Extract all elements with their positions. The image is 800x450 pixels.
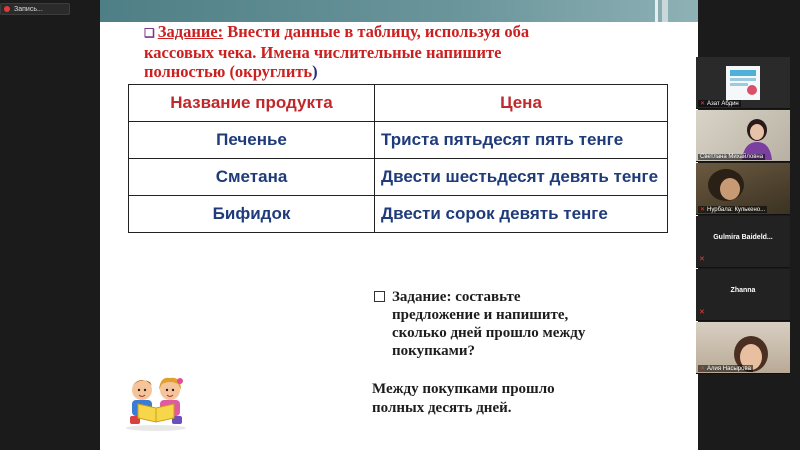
- participant-name: Алия Насырова: [707, 366, 751, 372]
- slide-header-bar: [100, 0, 698, 22]
- product-name: Сметана: [129, 159, 375, 196]
- product-name: Печенье: [129, 122, 375, 159]
- children-reading-illustration: [120, 372, 192, 432]
- task-1-label: Задание:: [157, 22, 224, 41]
- slide-bar-accent: [662, 0, 668, 22]
- checkbox-bullet-icon: [374, 291, 385, 302]
- task-1-line3: полностью (округлить: [144, 62, 313, 81]
- product-price: Триста пятьдесят пять тенге: [375, 122, 668, 159]
- task-1-line2: кассовых чека. Имена числительные напишите: [144, 43, 502, 62]
- slide-bar-stripe: [655, 0, 658, 22]
- participant-name-label: [698, 154, 765, 160]
- participant-tile[interactable]: [696, 163, 790, 215]
- price-table: [128, 84, 668, 233]
- table-header-row: [129, 85, 668, 122]
- recording-label: Запись...: [14, 5, 43, 13]
- participant-name: Азат Абдин: [707, 101, 739, 107]
- participant-name: Светлана Михайловна: [700, 154, 764, 160]
- participant-name: Zhanna: [730, 287, 756, 294]
- participant-name-label: [698, 100, 741, 107]
- mic-muted-icon: ✕: [700, 207, 706, 213]
- task-1: [144, 22, 664, 81]
- table-row: [129, 159, 668, 196]
- task-2-line: предложение и напишите,: [392, 307, 569, 323]
- shared-slide: [100, 0, 698, 450]
- participant-tile[interactable]: [696, 216, 790, 268]
- task-2-line: Задание: составьте: [392, 289, 521, 305]
- task-2-line: покупками?: [392, 343, 475, 359]
- product-price: Двести шестьдесят девять тенге: [375, 159, 668, 196]
- task-1-line1: Внести данные в таблицу, используя оба: [223, 22, 530, 41]
- participant-tile[interactable]: [696, 322, 790, 374]
- answer-text: [372, 380, 632, 418]
- mic-muted-icon: ✕: [700, 101, 706, 107]
- product-name: Бифидок: [129, 196, 375, 233]
- square-bullet-icon: ❑: [144, 26, 155, 40]
- header-price: Цена: [375, 85, 668, 122]
- task-2-line: сколько дней прошло между: [392, 325, 586, 341]
- mic-muted-icon: ✕: [700, 366, 706, 372]
- mic-muted-icon: ✕: [699, 256, 705, 263]
- participant-logo-icon: [726, 66, 760, 100]
- participant-tile[interactable]: [696, 269, 790, 321]
- task-2: [374, 288, 634, 360]
- table-row: [129, 196, 668, 233]
- answer-line: полных десять дней.: [372, 400, 512, 416]
- header-product: Название продукта: [129, 85, 375, 122]
- record-dot-icon: [4, 6, 10, 12]
- participant-name: Gulmira Baideld...: [713, 234, 773, 241]
- participant-name-label: [698, 365, 753, 372]
- participant-name-label: [698, 206, 767, 213]
- recording-indicator[interactable]: [0, 3, 70, 15]
- participant-tile[interactable]: [696, 57, 790, 109]
- participant-tile[interactable]: [696, 110, 790, 162]
- mic-muted-icon: ✕: [699, 309, 705, 316]
- table-row: [129, 122, 668, 159]
- product-price: Двести сорок девять тенге: [375, 196, 668, 233]
- answer-line: Между покупками прошло: [372, 381, 555, 397]
- participant-video-icon: [704, 165, 764, 211]
- participant-name: Нурбала: Кулькено...: [707, 207, 766, 213]
- task-1-close-paren: ): [312, 62, 318, 81]
- participants-panel: [696, 57, 790, 382]
